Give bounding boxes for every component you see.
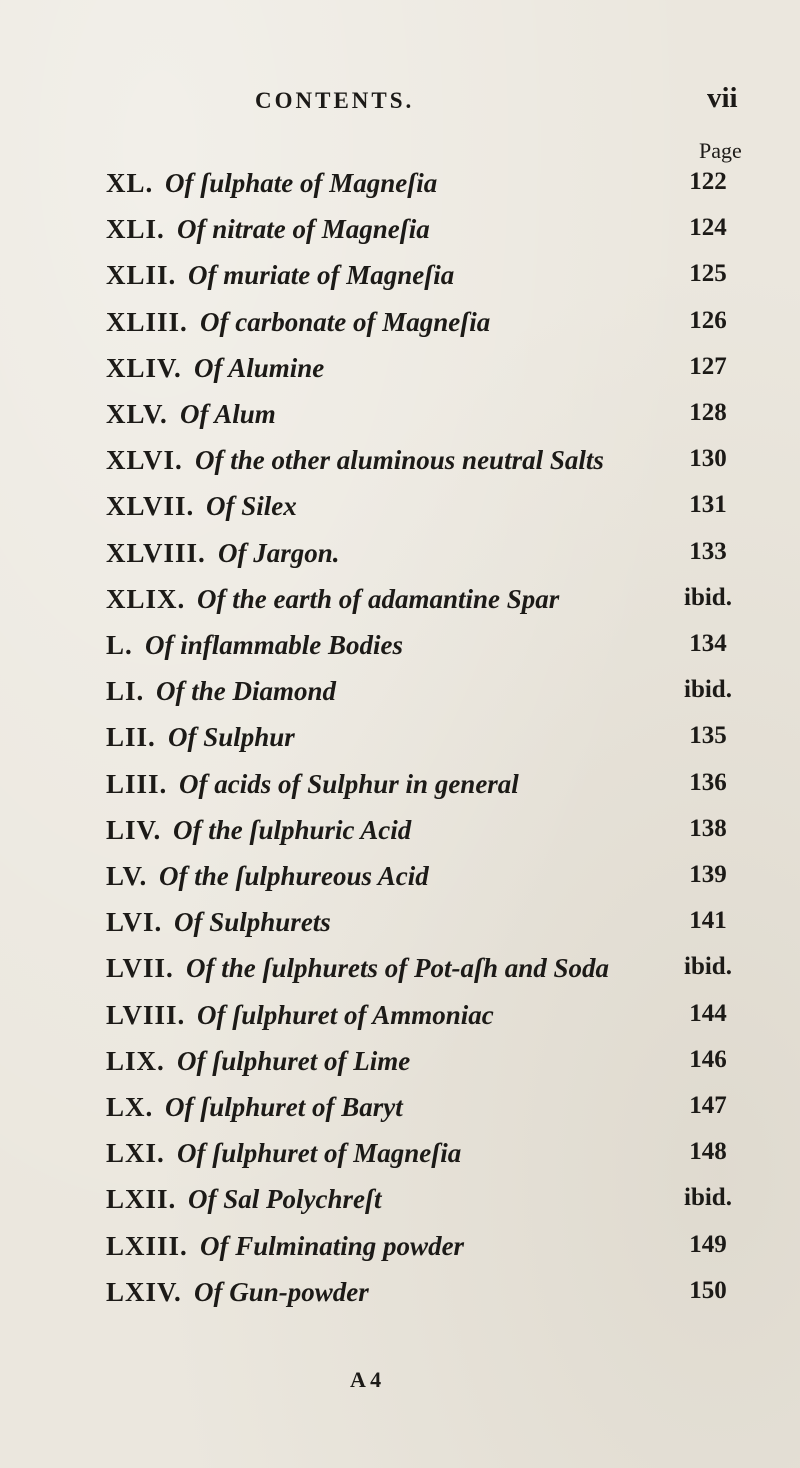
chapter-number: LVII. <box>106 953 174 984</box>
chapter-number: XLIX. <box>106 583 186 614</box>
toc-entry <box>0 907 800 951</box>
page-reference: 144 <box>689 999 727 1027</box>
page-reference: 128 <box>689 399 727 426</box>
toc-entry <box>0 214 800 258</box>
chapter-number: LVI. <box>106 907 163 938</box>
toc-entry <box>0 722 800 766</box>
chapter-title: Of the ſulphureous Acid <box>159 861 429 891</box>
chapter-title: Of inflammable Bodies <box>145 630 403 660</box>
page-reference: 139 <box>689 861 727 888</box>
page-reference: 131 <box>689 491 727 519</box>
page-reference: 146 <box>689 1045 727 1073</box>
chapter-title: Of Fulminating powder <box>200 1230 465 1261</box>
page-reference: 134 <box>689 630 727 657</box>
page-reference: ibid. <box>684 583 732 611</box>
toc-entry <box>0 1092 800 1136</box>
chapter-number: LVIII. <box>106 999 186 1030</box>
chapter-number: LXI. <box>106 1138 165 1169</box>
toc-entry <box>0 1138 800 1182</box>
toc-entry <box>0 815 800 859</box>
chapter-title: Of Silex <box>206 491 297 522</box>
chapter-number: XLIV. <box>106 352 182 383</box>
chapter-number: LIII. <box>106 768 168 799</box>
chapter-title: Of carbonate of Magneſia <box>200 306 491 337</box>
toc-entry <box>0 584 800 628</box>
page-column-label: Page <box>699 138 742 163</box>
chapter-title: Of the earth of adamantine Spar <box>197 583 560 614</box>
page-reference: 125 <box>689 260 727 288</box>
page-reference: 130 <box>689 445 727 473</box>
page-reference: 136 <box>689 768 727 796</box>
chapter-title: Of acids of Sulphur in general <box>179 768 519 799</box>
chapter-title: Of ſulphate of Magneſia <box>165 168 438 198</box>
page-reference: 148 <box>689 1138 727 1166</box>
toc-entry <box>0 260 800 304</box>
toc-entry <box>0 1046 800 1090</box>
chapter-number: LI. <box>106 676 145 707</box>
chapter-number: LX. <box>106 1092 154 1122</box>
chapter-number: LV. <box>106 861 148 891</box>
toc-entry <box>0 538 800 582</box>
chapter-title: Of nitrate of Magneſia <box>177 214 430 245</box>
page-reference: 147 <box>689 1092 727 1119</box>
toc-entry <box>0 307 800 351</box>
toc-entry <box>0 769 800 813</box>
toc-entry <box>0 491 800 535</box>
chapter-number: L. <box>106 630 133 660</box>
chapter-number: LIX. <box>106 1045 165 1076</box>
toc-entry <box>0 168 800 212</box>
toc-entry <box>0 445 800 489</box>
toc-entry <box>0 1184 800 1228</box>
toc-entry <box>0 953 800 997</box>
page-reference: 141 <box>689 907 727 935</box>
chapter-number: XLVI. <box>106 445 183 476</box>
page-number: vii <box>707 82 738 114</box>
chapter-title: Of the other aluminous neutral Salts <box>195 445 604 476</box>
toc-entry <box>0 676 800 720</box>
chapter-number: LXII. <box>106 1184 177 1215</box>
toc-entry <box>0 1231 800 1275</box>
running-head: CONTENTS. <box>255 88 415 113</box>
chapter-number: XLVII. <box>106 491 195 522</box>
toc-entry <box>0 861 800 905</box>
chapter-title: Of ſulphuret of Ammoniac <box>197 999 494 1030</box>
chapter-number: XLIII. <box>106 306 188 337</box>
chapter-title: Of Sal Polychreſt <box>188 1184 382 1215</box>
page-reference: ibid. <box>684 1184 732 1212</box>
page-reference: 135 <box>689 722 727 750</box>
chapter-title: Of Alumine <box>194 352 325 383</box>
chapter-title: Of the ſulphurets of Pot-aſh and Soda <box>186 953 610 984</box>
page-reference: ibid. <box>684 953 732 981</box>
toc-entry <box>0 1000 800 1044</box>
chapter-title: Of ſulphuret of Baryt <box>165 1092 403 1122</box>
chapter-number: XLV. <box>106 399 168 429</box>
chapter-title: Of ſulphuret of Lime <box>177 1045 411 1076</box>
page-reference: 127 <box>689 352 727 380</box>
page-reference: 138 <box>689 814 727 842</box>
page-reference: 124 <box>689 214 727 242</box>
page-reference: 150 <box>689 1276 727 1304</box>
signature-mark: A 4 <box>350 1367 382 1392</box>
toc-entry <box>0 1277 800 1321</box>
chapter-number: LXIII. <box>106 1230 188 1261</box>
page-reference: 122 <box>689 168 727 195</box>
chapter-title: Of Sulphurets <box>174 907 331 938</box>
chapter-title: Of the Diamond <box>156 676 337 707</box>
page-reference: 133 <box>689 537 727 565</box>
chapter-title: Of Gun-powder <box>194 1276 369 1307</box>
toc-entry <box>0 353 800 397</box>
page-reference: ibid. <box>684 676 732 704</box>
chapter-title: Of ſulphuret of Magneſia <box>177 1138 462 1169</box>
page-reference: 126 <box>689 306 727 334</box>
chapter-number: XLI. <box>106 214 165 245</box>
chapter-title: Of muriate of Magneſia <box>188 260 455 291</box>
chapter-number: LIV. <box>106 814 162 845</box>
chapter-number: XLVIII. <box>106 537 206 568</box>
toc-entry <box>0 399 800 443</box>
chapter-number: XL. <box>106 168 154 198</box>
chapter-title: Of Sulphur <box>168 722 295 753</box>
chapter-title: Of the ſulphuric Acid <box>173 814 412 845</box>
chapter-number: LII. <box>106 722 156 753</box>
toc-entry <box>0 630 800 674</box>
chapter-title: Of Alum <box>180 399 276 429</box>
chapter-title: Of Jargon. <box>218 537 340 568</box>
page-reference: 149 <box>689 1230 727 1258</box>
chapter-number: LXIV. <box>106 1276 182 1307</box>
chapter-number: XLII. <box>106 260 177 291</box>
